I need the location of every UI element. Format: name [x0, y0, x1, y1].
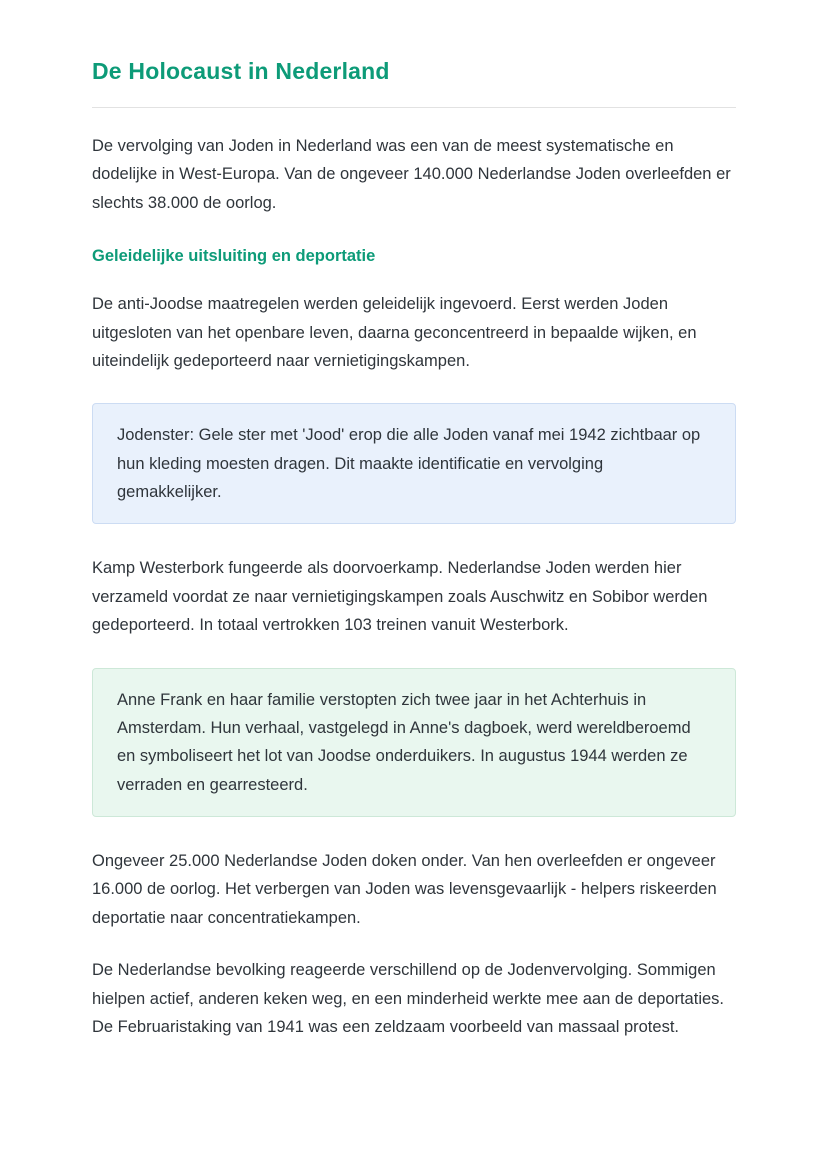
paragraph-onderduikers: Ongeveer 25.000 Nederlandse Joden doken onder. Van hen overleefden er ongeveer 16.000 de oorlog. Het verbergen van Joden was levensgevaarlijk - helpers riskeerden deportatie naar concentratiekampen. — [92, 852, 717, 927]
infobox-anne-frank: Anne Frank en haar familie verstopten zich twee jaar in het Achterhuis in Amsterdam. Hun verhaal, vastgelegd in Anne's dagboek, werd wereldberoemd en symboliseert het lot van Joodse onderduikers. In augustus 1944 werden ze verraden en gearresteerd. — [92, 668, 736, 818]
paragraph-westerbork: Kamp Westerbork fungeerde als doorvoerkamp. Nederlandse Joden werden hier verzameld voordat ze naar vernietigingskampen zoals Auschwitz en Sobibor werden gedeporteerd. In totaal vertrokken 103 treinen vanuit Westerbork. — [92, 559, 708, 635]
infobox-jodenster: Jodenster: Gele ster met 'Jood' erop die alle Joden vanaf mei 1942 zichtbaar op hun kleding moesten dragen. Dit maakte identificatie en vervolging gemakkelijker. — [92, 403, 736, 524]
section-heading: Geleidelijke uitsluiting en deportatie — [92, 247, 376, 266]
paragraph-bevolking: De Nederlandse bevolking reageerde verschillend op de Jodenvervolging. Sommigen hielpen actief, anderen keken weg, en een minderheid werkte mee aan de deportaties. De Februaristaking van 1941 was een zeldzaam voorbeeld van massaal protest. — [92, 961, 724, 1036]
page-title: De Holocaust in Nederland — [92, 58, 390, 84]
intro-paragraph: De vervolging van Joden in Nederland was een van de meest systematische en dodelijke in West-Europa. Van de ongeveer 140.000 Nederlandse Joden overleefden er slechts 38.000 de oorlog. — [92, 137, 731, 212]
paragraph-measures: De anti-Joodse maatregelen werden geleidelijk ingevoerd. Eerst werden Joden uitgesloten van het openbare leven, daarna geconcentreerd in bepaalde wijken, en uiteindelijk gedeporteerd naar vernietigingskampen. — [92, 295, 697, 370]
title-divider — [92, 107, 736, 108]
